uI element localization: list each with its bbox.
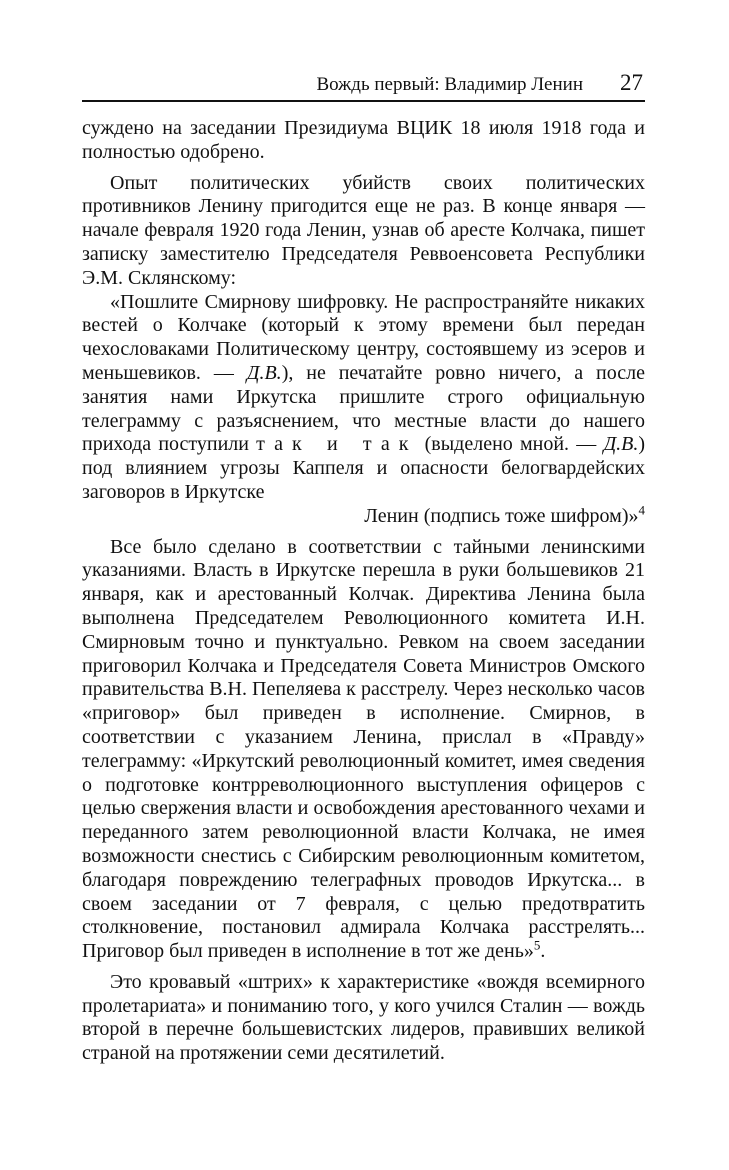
author-initials-1: Д.В.: [246, 361, 282, 384]
book-page: [82, 62, 645, 1066]
quote-text-part-4: ) под влиянием угрозы Каппеля и опасности белогвардейских заговоров в Иркутске: [82, 433, 646, 503]
page-number: 27: [620, 70, 643, 95]
quote-text-part-3: (выделено мной. —: [424, 433, 597, 456]
signature-line: [82, 502, 645, 529]
paragraph-4-text: Все было сделано в соответствии с тайными ленинскими указаниями. Власть в Иркутске перешла в руки большевиков 21 января, как и арестованный Колчак. Директива Ленина была выполнена Председателем Революционного комитета И.Н. Смирновым точно и пунктуально. Ревком на своем заседании приговорил Колчака и Председателя Совета Министров Омского правительства В.Н. Пепеляева к расстрелу. Через несколько часов «приговор» был приведен в исполнение. Смирнов, в соответствии с указанием Ленина, прислал в «Правду» телеграмму: «Иркутский революционный комитет, имея сведения о подготовке контрреволюционного выступления офицеров с целью свержения власти и освобождения арестованного чехами и переданного затем революционной власти Колчака, не имея возможности снестись с Сибирским революционным комитетом, благодаря повреждению телеграфных проводов Иркутска... в своем заседании от 7 февраля, с целью предотвратить столкновение, постановил адмирала Колчака расстрелять... Приговор был приведен в исполнение в тот же день»: [82, 535, 645, 963]
quote-text-part-2: ), не печатайте ровно ничего, а после занятия нами Иркутска пришлите строго официальную телеграмму с разъяснением, что местные власти до нашего прихода поступили: [82, 361, 645, 456]
body-text: [82, 102, 645, 1066]
paragraph-1: суждено на заседании Президиума ВЦИК 18 июля 1918 года и полностью одобрено.: [82, 117, 645, 163]
quote-text-part-1: «Пошлите Смирнову шифровку. Не распространяйте никаких вестей о Колчаке (который к этому времени был передан чехословаками Политическому центру, состоявшему из эсеров и меньшевиков. —: [82, 290, 645, 384]
paragraph-2: Опыт политических убийств своих политических противников Ленину пригодится еще не раз. В конце января — начале февраля 1920 года Ленин, узнав об аресте Колчака, пишет записку заместителю Председателя Реввоенсовета Республики Э.М. Склянскому:: [82, 171, 645, 289]
paragraph-5: Это кровавый «штрих» к характеристике «вождя всемирного пролетариата» и пониманию того, у кого учился Сталин — вождь второй в перечне большевистских лидеров, правивших великой страной на протяжении семи десятилетий.: [82, 970, 645, 1065]
paragraph-4-end: .: [540, 940, 546, 963]
chapter-title: Вождь первый: Владимир Ленин: [316, 74, 583, 95]
signature-text: Ленин (подпись тоже шифром)»: [364, 504, 639, 527]
spaced-emphasis: так и так: [256, 433, 418, 456]
paragraph-4: [82, 536, 645, 964]
quote-paragraph: [82, 291, 645, 505]
author-initials-2: Д.В.: [603, 433, 639, 456]
footnote-ref-4: 4: [638, 502, 645, 518]
footnote-ref-5: 5: [533, 937, 541, 953]
running-header: [82, 62, 645, 102]
